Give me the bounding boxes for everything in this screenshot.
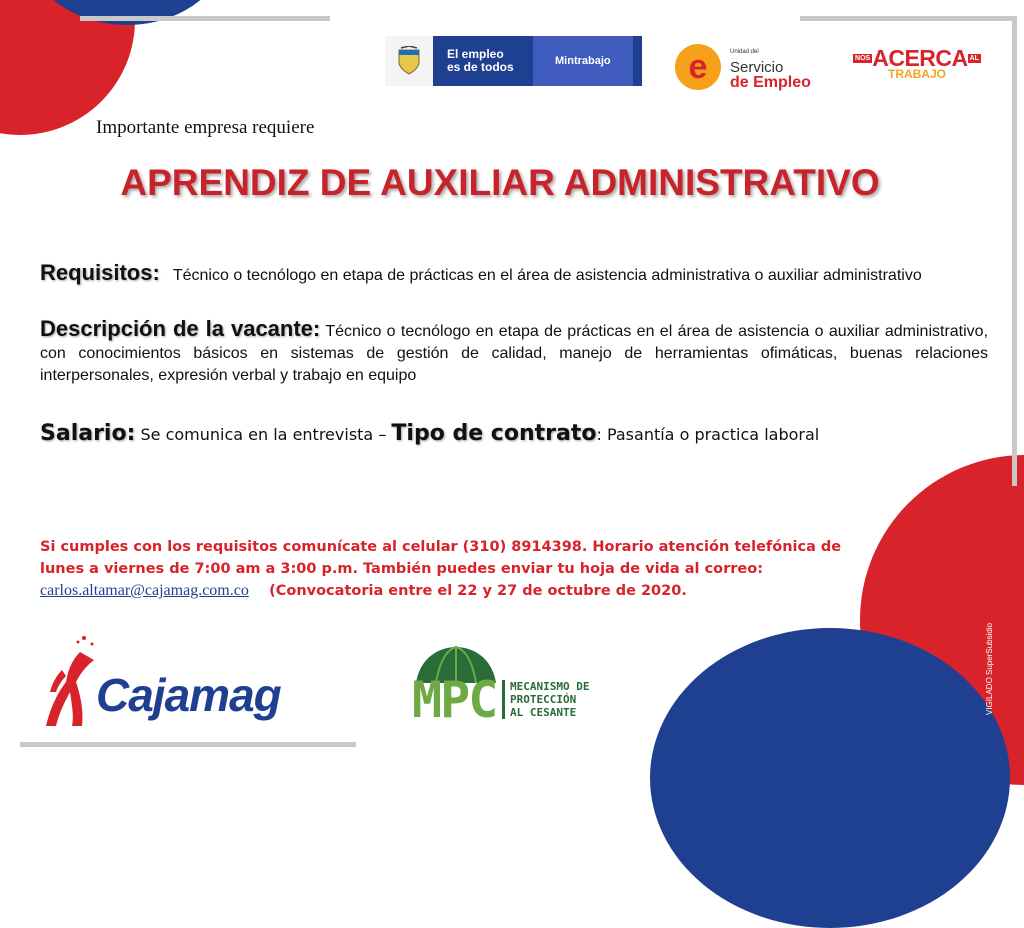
- mpc-umbrella-icon: [412, 643, 500, 735]
- ministry-label: Mintrabajo: [533, 36, 633, 86]
- descripcion-paragraph: [40, 318, 988, 387]
- salario-text: Se comunica en la entrevista –: [135, 425, 392, 444]
- nos-acerca-main: ACERCA: [872, 45, 968, 71]
- mpc-text-line3: AL CESANTE: [510, 705, 577, 719]
- convocatoria-text: (Convocatoria entre el 22 y 27 de octubre de 2020.: [269, 583, 687, 599]
- mpc-text-line1: MECANISMO DE: [510, 679, 590, 693]
- contact-text: Si cumples con los requisitos comunícate al celular (310) 8914398. Horario atención telefónica de lunes a viernes de 7:00 am a 3:00 p.m. También puedes enviar tu hoja de vida al correo:: [40, 539, 842, 577]
- nos-acerca-pre: NOS: [855, 55, 871, 62]
- contact-info: [40, 536, 860, 602]
- salario-colon: :: [126, 421, 136, 446]
- job-title: APRENDIZ DE AUXILIAR ADMINISTRATIVO: [120, 162, 880, 203]
- servicio-empleo-mark: e: [688, 47, 708, 86]
- colombia-shield-icon: [385, 36, 433, 86]
- mpc-letters: MPC: [412, 671, 497, 729]
- right-gray-line: [1012, 16, 1017, 486]
- cajamag-logo: [42, 630, 281, 730]
- nos-acerca-sub: TRABAJO: [887, 67, 946, 81]
- salario-line: [40, 421, 819, 446]
- nos-acerca-post: AL: [969, 55, 979, 62]
- requisitos-label: Requisitos:: [40, 260, 160, 285]
- salario-label: Salario: [40, 421, 127, 446]
- gov-slogan: [433, 48, 533, 74]
- intro-text: Importante empresa requiere: [96, 117, 315, 138]
- vigilado-text: VIGILADO SuperSubsidio: [985, 622, 994, 715]
- top-left-gray-line: [80, 16, 330, 21]
- mpc-logo: [412, 643, 589, 735]
- cajamag-figure-icon: [42, 630, 102, 730]
- descripcion-label: Descripción de la vacante:: [40, 316, 321, 341]
- servicio-empleo-logo: [675, 44, 811, 90]
- top-right-gray-line: [800, 16, 1017, 21]
- bottom-left-gray-line: [20, 742, 356, 747]
- descripcion-text: Técnico o tecnólogo en etapa de prácticas en el área de asistencia o auxiliar administrativo, con conocimientos básicos en sistemas de gestión de calidad, manejo de herramientas ofimáticas, buenas relaciones interpersonales, expresión verbal y trabajo en equipo: [40, 323, 989, 384]
- email-link[interactable]: carlos.altamar@cajamag.com.co: [40, 582, 249, 599]
- gov-slogan-line1: El empleo: [447, 47, 504, 61]
- vigilado-supersubsidio-label: [985, 595, 997, 715]
- servicio-empleo-line2: de Empleo: [730, 73, 811, 91]
- bottom-right-blue-circle: [650, 628, 1010, 928]
- mpc-text: [502, 680, 589, 719]
- cajamag-wordmark: Cajamag: [96, 669, 281, 721]
- servicio-empleo-line1: Servicio: [730, 58, 784, 76]
- requisitos-text: Técnico o tecnólogo en etapa de prácticas en el área de asistencia administrativa o auxiliar administrativo: [172, 267, 922, 284]
- requisitos-paragraph: [40, 262, 988, 287]
- contrato-text: : Pasantía o practica laboral: [596, 425, 820, 444]
- mintrabajo-logo: [385, 36, 642, 86]
- gov-slogan-line2: es de todos: [447, 60, 514, 74]
- nos-acerca-logo: [852, 45, 982, 81]
- servicio-empleo-icon: [675, 44, 721, 90]
- contrato-label: Tipo de contrato: [391, 421, 597, 446]
- servicio-empleo-small: Unidad del: [730, 48, 759, 55]
- mpc-text-line2: PROTECCIÓN: [510, 692, 577, 706]
